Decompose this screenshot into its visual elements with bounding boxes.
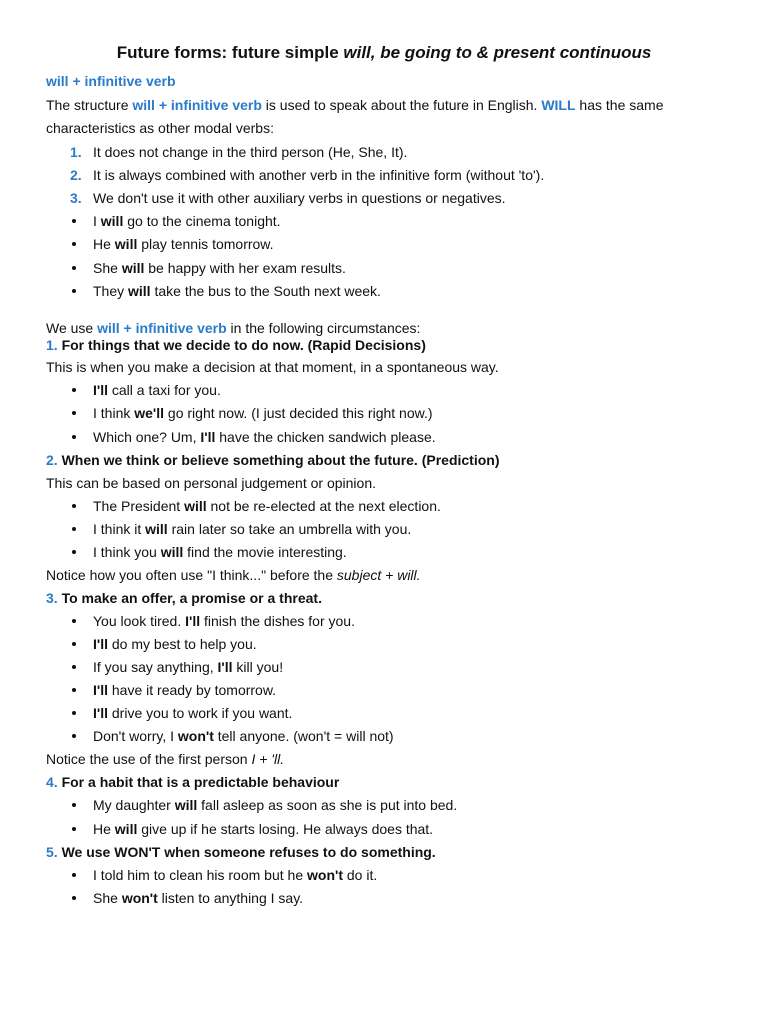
circumstances-intro: [46, 319, 420, 337]
item-keyword: I'll: [93, 705, 108, 721]
bullet-icon: [72, 734, 76, 738]
section-heading-text: To make an offer, a promise or a threat.: [61, 590, 322, 606]
list-item: [93, 520, 411, 538]
intro-will-highlight: WILL: [541, 97, 576, 113]
item-text: rain later so take an umbrella with you.: [167, 521, 412, 537]
item-text: I think you: [93, 544, 161, 560]
item-text: listen to anything I say.: [157, 890, 304, 906]
section-number: 5.: [46, 844, 58, 860]
item-keyword: won't: [177, 728, 214, 744]
item-keyword: will: [184, 498, 207, 514]
bullet-icon: [72, 550, 76, 554]
item-keyword: I'll: [93, 382, 108, 398]
section-1-description: This is when you make a decision at that moment, in a spontaneous way.: [46, 359, 499, 375]
example-keyword: will: [121, 260, 145, 276]
item-text: call a taxi for you.: [108, 382, 221, 398]
bullet-icon: [72, 827, 76, 831]
item-text: The President: [93, 498, 185, 514]
list-item: [93, 612, 355, 630]
item-keyword: will: [160, 544, 184, 560]
list-item: [93, 681, 276, 699]
bullet-icon: [72, 219, 76, 223]
item-keyword: will: [174, 797, 198, 813]
item-text: Which one? Um,: [93, 429, 201, 445]
section-2-heading: [46, 451, 500, 469]
bullet-icon: [72, 527, 76, 531]
example-text: be happy with her exam results.: [144, 260, 346, 276]
list-item: [93, 543, 347, 561]
example-text: take the bus to the South next week.: [150, 283, 381, 299]
bullet-icon: [72, 435, 76, 439]
list-item: [93, 796, 457, 814]
item-text: My daughter: [93, 797, 175, 813]
example-text: They: [93, 283, 129, 299]
example-text: She: [93, 260, 122, 276]
example-text: He: [93, 236, 115, 252]
item-keyword: I'll: [93, 636, 108, 652]
example-item: [93, 212, 281, 230]
section-3-note: [46, 750, 284, 768]
item-text: not be re-elected at the next election.: [206, 498, 441, 514]
item-text: do it.: [342, 867, 378, 883]
section-heading-text: For things that we decide to do now. (Rapid Decisions): [61, 337, 426, 353]
item-keyword: won't: [307, 867, 343, 883]
intro-paragraph-line-2: characteristics as other modal verbs:: [46, 120, 274, 136]
item-text: drive you to work if you want.: [108, 705, 293, 721]
example-text: play tennis tomorrow.: [137, 236, 274, 252]
section-heading: will + infinitive verb: [46, 73, 176, 89]
bullet-icon: [72, 411, 76, 415]
bullet-icon: [72, 619, 76, 623]
example-keyword: will: [128, 283, 151, 299]
item-text: You look tired.: [93, 613, 186, 629]
intro-highlight: will + infinitive verb: [97, 320, 227, 336]
bullet-icon: [72, 803, 76, 807]
intro-text: is used to speak about the future in English.: [261, 97, 542, 113]
section-heading-text: For a habit that is a predictable behaviour: [61, 774, 340, 790]
section-2-note: [46, 566, 421, 584]
rule-text: It is always combined with another verb in the infinitive form (without 'to').: [93, 167, 545, 183]
item-text: tell anyone. (won't = will not): [213, 728, 394, 744]
item-text: He: [93, 821, 115, 837]
list-item: [93, 820, 433, 838]
list-item: [93, 404, 433, 422]
section-heading-text: When we think or believe something about the future. (Prediction): [61, 452, 500, 468]
item-keyword: I'll: [217, 659, 233, 675]
rule-number: 3.: [70, 190, 82, 206]
note-emphasis: I + 'll.: [251, 751, 285, 767]
rule-number: 2.: [70, 167, 82, 183]
bullet-icon: [72, 642, 76, 646]
item-text: Don't worry, I: [93, 728, 178, 744]
item-text: have the chicken sandwich please.: [215, 429, 436, 445]
example-text: I: [93, 213, 101, 229]
list-item: [93, 658, 283, 676]
intro-text: The structure: [46, 97, 133, 113]
item-text: fall asleep as soon as she is put into bed.: [197, 797, 458, 813]
item-text: finish the dishes for you.: [200, 613, 355, 629]
section-5-heading: [46, 843, 436, 861]
item-keyword: won't: [121, 890, 158, 906]
item-keyword: I'll: [185, 613, 201, 629]
example-text: go to the cinema tonight.: [123, 213, 281, 229]
item-text: I think it: [93, 521, 146, 537]
title-rest: be going to & present continuous: [380, 43, 652, 62]
item-text: find the movie interesting.: [183, 544, 347, 560]
list-item: [93, 889, 303, 907]
item-text: She: [93, 890, 122, 906]
bullet-icon: [72, 711, 76, 715]
section-2-description: This can be based on personal judgement or opinion.: [46, 475, 376, 491]
item-text: I think: [93, 405, 135, 421]
title-separator: ,: [370, 43, 381, 62]
bullet-icon: [72, 896, 76, 900]
item-text: go right now. (I just decided this right now.): [164, 405, 433, 421]
list-item: [93, 381, 221, 399]
item-keyword: will: [114, 821, 138, 837]
title-will: will: [343, 43, 371, 62]
bullet-icon: [72, 873, 76, 877]
bullet-icon: [72, 266, 76, 270]
example-keyword: will: [114, 236, 138, 252]
list-item: [93, 704, 292, 722]
item-keyword: we'll: [134, 405, 165, 421]
list-item: [93, 497, 441, 515]
item-text: If you say anything,: [93, 659, 218, 675]
bullet-icon: [72, 388, 76, 392]
section-3-heading: [46, 589, 322, 607]
rule-text: We don't use it with other auxiliary verbs in questions or negatives.: [93, 190, 506, 206]
item-keyword: will: [145, 521, 168, 537]
rule-number: 1.: [70, 144, 82, 160]
section-1-heading: [46, 336, 426, 354]
list-item: [93, 866, 377, 884]
bullet-icon: [72, 289, 76, 293]
bullet-icon: [72, 665, 76, 669]
rule-text: It does not change in the third person (He, She, It).: [93, 144, 408, 160]
note-emphasis: subject + will.: [336, 567, 421, 583]
note-text: Notice how you often use "I think..." before the: [46, 567, 337, 583]
list-item: [93, 727, 394, 745]
page-title: [0, 42, 768, 64]
example-item: [93, 235, 274, 253]
section-heading-text: We use WON'T when someone refuses to do something.: [61, 844, 436, 860]
intro-text: We use: [46, 320, 98, 336]
intro-highlight: will + infinitive verb: [132, 97, 262, 113]
example-item: [93, 259, 346, 277]
bullet-icon: [72, 242, 76, 246]
item-text: do my best to help you.: [108, 636, 257, 652]
item-text: I told him to clean his room but he: [93, 867, 307, 883]
title-main: Future forms: future simple: [116, 43, 344, 62]
list-item: [93, 428, 436, 446]
intro-text: has the same: [575, 97, 664, 113]
intro-paragraph-line-1: [46, 96, 663, 114]
bullet-icon: [72, 688, 76, 692]
item-keyword: I'll: [200, 429, 216, 445]
intro-text: in the following circumstances:: [226, 320, 421, 336]
item-keyword: I'll: [93, 682, 108, 698]
section-number: 2.: [46, 452, 58, 468]
section-number: 1.: [46, 337, 58, 353]
list-item: [93, 635, 257, 653]
item-text: kill you!: [232, 659, 284, 675]
section-number: 4.: [46, 774, 58, 790]
note-text: Notice the use of the first person: [46, 751, 252, 767]
bullet-icon: [72, 504, 76, 508]
example-item: [93, 282, 381, 300]
item-text: give up if he starts losing. He always does that.: [137, 821, 434, 837]
example-keyword: will: [100, 213, 124, 229]
item-text: have it ready by tomorrow.: [108, 682, 277, 698]
section-4-heading: [46, 773, 339, 791]
section-number: 3.: [46, 590, 58, 606]
